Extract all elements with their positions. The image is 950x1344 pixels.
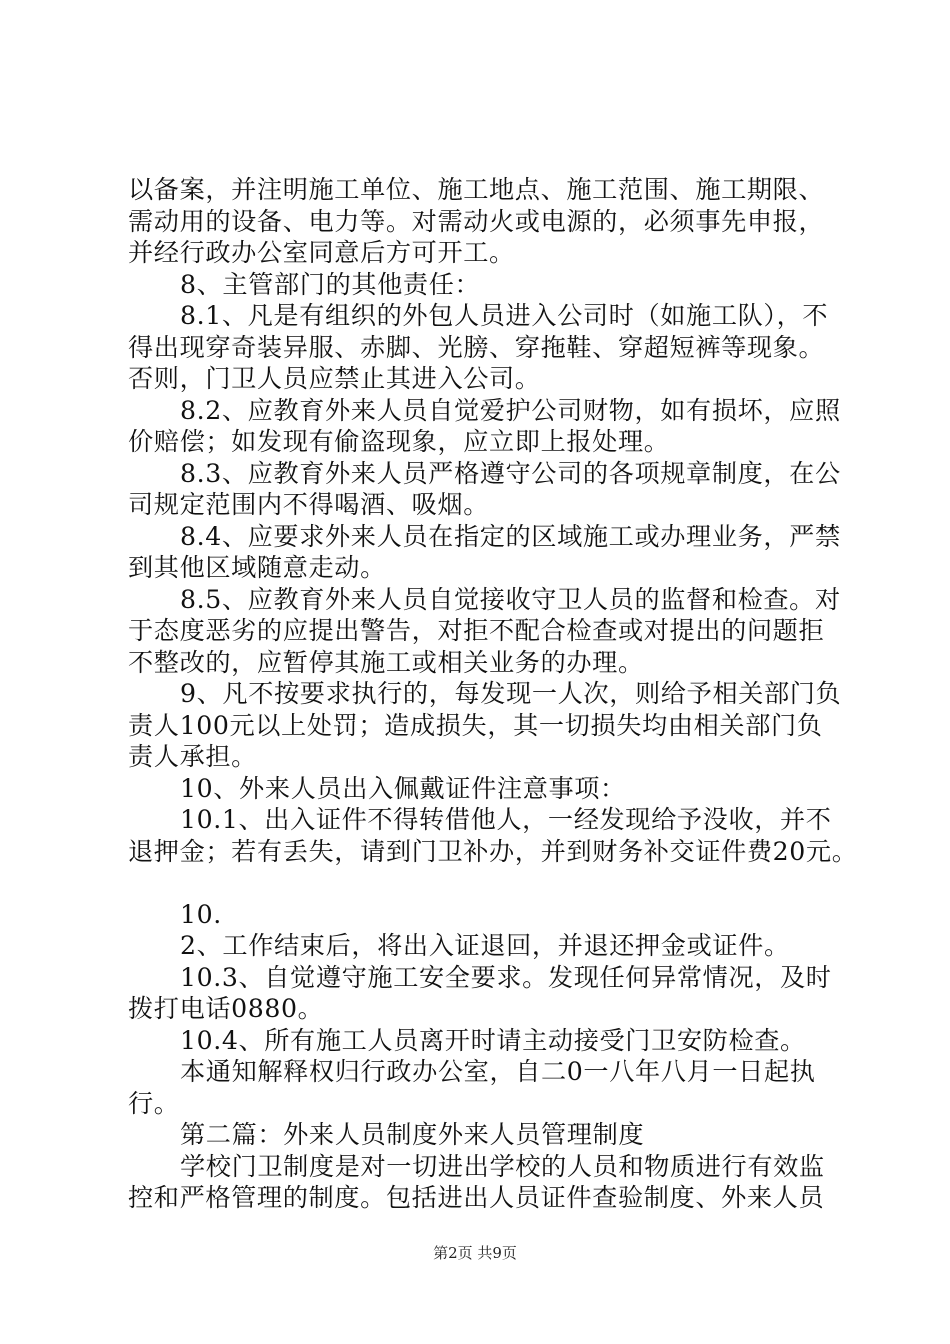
text-line: 得出现穿奇装异服、赤脚、光膀、穿拖鞋、穿超短裤等现象。 <box>128 332 825 362</box>
text-line: 以备案，并注明施工单位、施工地点、施工范围、施工期限、 <box>128 175 825 204</box>
text-line: 2、工作结束后，将出入证退回，并退还押金或证件。 <box>180 931 790 960</box>
text-line: 10.1、出入证件不得转借他人，一经发现给予没收，并不 <box>180 805 832 834</box>
text-line: 10. <box>180 899 222 929</box>
text-line: 价赔偿；如发现有偷盗现象，应立即上报处理。 <box>128 427 670 456</box>
text-line: 学校门卫制度是对一切进出学校的人员和物质进行有效监 <box>180 1151 825 1181</box>
text-line: 8.4、应要求外来人员在指定的区域施工或办理业务，严禁 <box>180 521 841 551</box>
text-line: 不整改的，应暂停其施工或相关业务的办理。 <box>128 647 644 677</box>
blank-line <box>128 867 838 899</box>
section-heading: 10、外来人员出入佩戴证件注意事项： <box>180 773 626 803</box>
text-line: 于态度恶劣的应提出警告，对拒不配合检查或对提出的问题拒 <box>128 616 825 645</box>
text-line: 退押金；若有丢失，请到门卫补办，并到财务补交证件费20元。 <box>128 836 858 866</box>
chapter-heading: 第二篇：外来人员制度外来人员管理制度 <box>180 1120 645 1149</box>
text-line: 责人承担。 <box>128 742 257 771</box>
text-line: 行。 <box>128 1088 180 1118</box>
text-line: 到其他区域随意走动。 <box>128 553 386 582</box>
text-line: 8.5、应教育外来人员自觉接收守卫人员的监督和检查。对 <box>180 584 841 614</box>
text-line: 司规定范围内不得喝酒、吸烟。 <box>128 490 490 519</box>
text-line: 10.4、所有施工人员离开时请主动接受门卫安防检查。 <box>180 1025 806 1055</box>
text-line: 拨打电话0880。 <box>128 994 324 1023</box>
text-line: 并经行政办公室同意后方可开工。 <box>128 238 515 267</box>
section-heading: 8、主管部门的其他责任： <box>180 269 481 299</box>
text-line: 本通知解释权归行政办公室，自二0一八年八月一日起执 <box>180 1057 816 1086</box>
document-body <box>128 174 858 1214</box>
text-line: 否则，门卫人员应禁止其进入公司。 <box>128 364 541 393</box>
text-line: 10.3、自觉遵守施工安全要求。发现任何异常情况，及时 <box>180 962 832 992</box>
text-line: 需动用的设备、电力等。对需动火或电源的，必须事先申报， <box>128 206 825 236</box>
text-line: 8.1、凡是有组织的外包人员进入公司时（如施工队），不 <box>180 301 829 330</box>
text-line: 9、凡不按要求执行的，每发现一人次，则给予相关部门负 <box>180 679 842 708</box>
text-line: 8.3、应教育外来人员严格遵守公司的各项规章制度，在公 <box>180 458 841 488</box>
text-line: 控和严格管理的制度。包括进出人员证件查验制度、外来人员 <box>128 1183 825 1212</box>
page-number-footer: 第2页 共9页 <box>433 1244 517 1262</box>
text-line: 责人100元以上处罚；造成损失，其一切损失均由相关部门负 <box>128 710 823 740</box>
text-line: 8.2、应教育外来人员自觉爱护公司财物，如有损坏，应照 <box>180 395 841 425</box>
